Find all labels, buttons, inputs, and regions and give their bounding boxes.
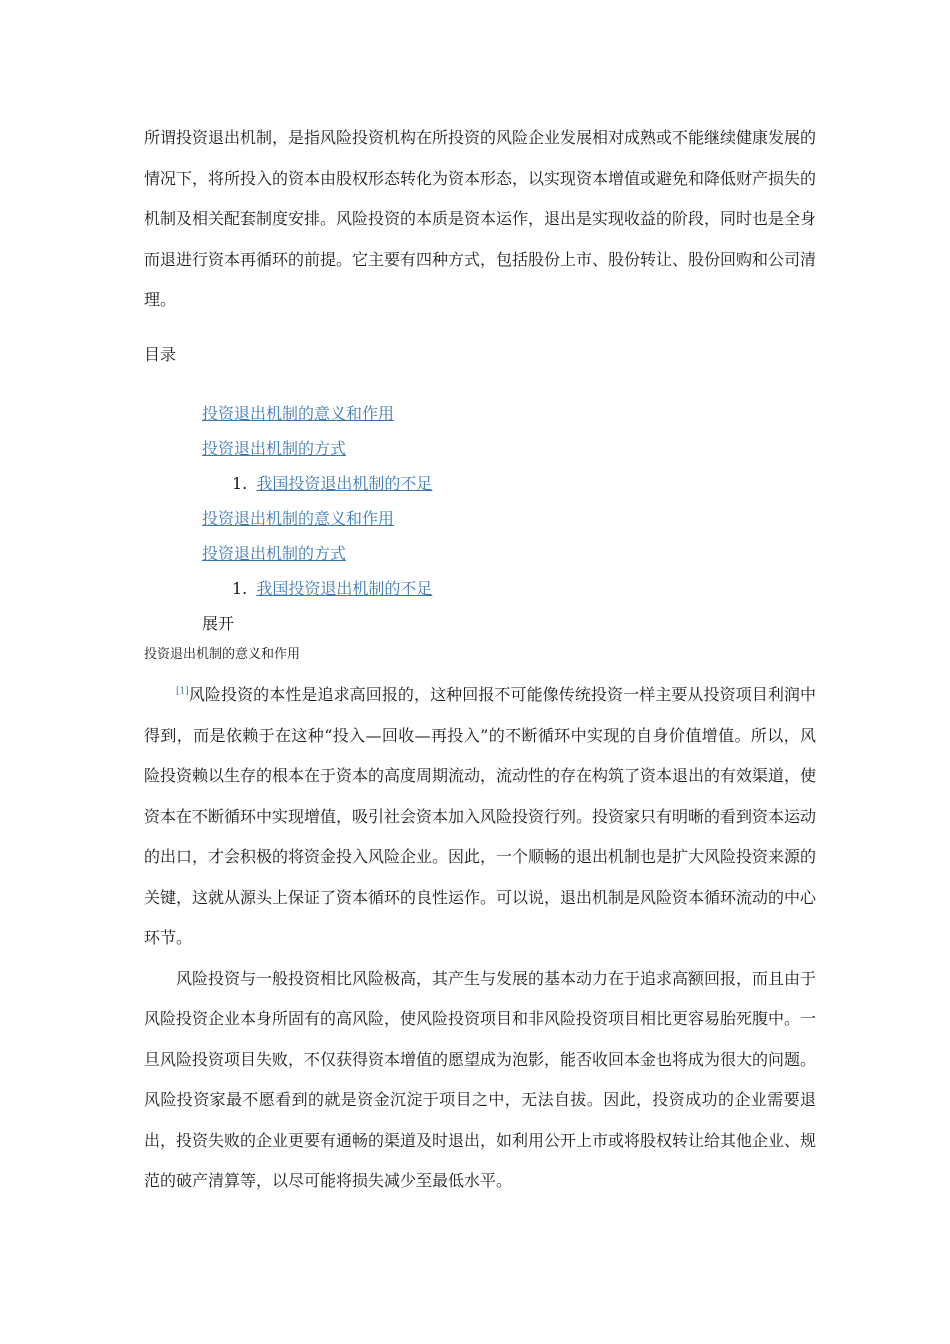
toc-link-methods[interactable]: 投资退出机制的方式 [202,544,347,563]
citation-link[interactable]: [1] [176,686,189,697]
toc-link-methods[interactable]: 投资退出机制的方式 [202,439,347,458]
section-body [144,675,816,1202]
section-heading: 投资退出机制的意义和作用 [144,647,301,662]
toc-title: 目录 [144,345,177,364]
toc-item [202,396,702,431]
toc-link-significance[interactable]: 投资退出机制的意义和作用 [202,509,395,528]
toc-item-number: 1. [232,579,248,598]
toc-item [202,501,702,536]
toc-link-shortcomings[interactable]: 我国投资退出机制的不足 [256,579,433,598]
section-paragraph: 风险投资与一般投资相比风险极高，其产生与发展的基本动力在于追求高额回报，而且由于风险投资企业本身所固有的高风险，使风险投资项目和非风险投资项目相比更容易胎死腹中。一旦风险投资项目失败，不仅获得资本增值的愿望成为泡影，能否收回本金也将成为很大的问题。风险投资家最不愿看到的就是资金沉淀于项目之中，无法自拔。因此，投资成功的企业需要退出，投资失败的企业更要有通畅的渠道及时退出，如利用公开上市或将股权转让给其他企业、规范的破产清算等，以尽可能将损失减少至最低水平。 [144,968,817,1190]
section-paragraph-text: 风险投资的本性是追求高回报的，这种回报不可能像传统投资一样主要从投资项目利润中得到，而是依赖于在这种“投入—回收—再投入”的不断循环中实现的自身价值增值。所以，风险投资赖以生存的根本在于资本的高度周期流动，流动性的存在构筑了资本退出的有效渠道，使资本在不断循环中实现增值，吸引社会资本加入风险投资行列。投资家只有明晰的看到资本运动的出口，才会积极的将资金投入风险企业。因此，一个顺畅的退出机制也是扩大风险投资来源的关键，这就从源头上保证了资本循环的良性运作。可以说，退出机制是风险资本循环流动的中心环节。 [144,685,817,947]
toc-expand-button[interactable]: 展开 [202,614,235,633]
toc-link-shortcomings[interactable]: 我国投资退出机制的不足 [256,474,433,493]
toc-item-number: 1. [232,474,248,493]
toc-item [202,431,702,466]
toc-item [202,606,702,641]
toc-item [202,571,702,606]
table-of-contents [202,396,702,641]
section-paragraph [144,675,816,959]
toc-item [202,466,702,501]
toc-item [202,536,702,571]
intro-paragraph: 所谓投资退出机制，是指风险投资机构在所投资的风险企业发展相对成熟或不能继续健康发展的情况下，将所投入的资本由股权形态转化为资本形态，以实现资本增值或避免和降低财产损失的机制及相关配套制度安排。风险投资的本质是资本运作，退出是实现收益的阶段，同时也是全身而退进行资本再循环的前提。它主要有四种方式，包括股份上市、股份转让、股份回购和公司清理。 [144,128,817,309]
toc-link-significance[interactable]: 投资退出机制的意义和作用 [202,404,395,423]
